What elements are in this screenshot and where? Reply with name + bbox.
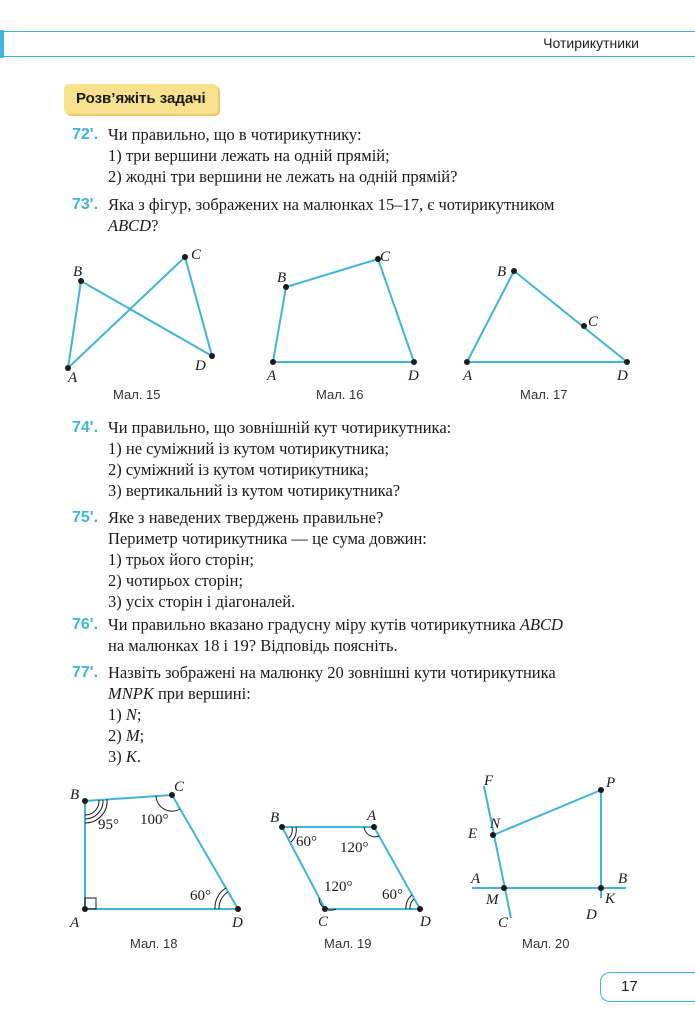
point-a xyxy=(270,359,276,365)
problem-text-line: Назвіть зображені на малюнку 20 зовнішні кути чотирикутника xyxy=(108,663,556,682)
point-b xyxy=(82,798,88,804)
problem-item: 1) N; xyxy=(108,705,142,724)
label-d: D xyxy=(195,358,206,374)
angle-d-value: 60° xyxy=(190,888,211,904)
figure-16 xyxy=(258,240,433,405)
point-a xyxy=(464,359,470,365)
label-a: A xyxy=(267,368,277,384)
label-n: N xyxy=(490,816,501,832)
label-a: A xyxy=(471,871,481,887)
label-f: F xyxy=(484,773,494,789)
label-p: P xyxy=(606,775,616,791)
problem-text-line: 2) суміжний із кутом чотирикутника; xyxy=(108,460,369,479)
point-c xyxy=(182,254,188,260)
figure-caption: Мал. 18 xyxy=(130,936,178,951)
label-d: D xyxy=(232,915,243,931)
label-b: B xyxy=(270,810,280,826)
point-d xyxy=(209,353,215,359)
label-b: B xyxy=(277,270,287,286)
problem-text-line: Чи правильно, що зовнішній кут чотирикутника: xyxy=(108,418,452,437)
label-c: C xyxy=(380,249,391,265)
problem-text-line: MNPK при вершині: xyxy=(108,684,251,703)
problem-item: 3) K. xyxy=(108,747,142,766)
label-a: A xyxy=(70,915,80,931)
label-m: M xyxy=(486,892,499,908)
angle-d-value: 60° xyxy=(382,887,403,903)
label-c: C xyxy=(174,779,185,795)
point-d xyxy=(417,906,423,912)
problem-text-line: 2) чотирьох сторін; xyxy=(108,571,244,590)
label-a: A xyxy=(463,368,473,384)
label-d: D xyxy=(586,907,597,923)
figure-19 xyxy=(260,800,450,960)
label-b: B xyxy=(73,264,83,280)
problem-number: 76'. xyxy=(72,616,99,633)
figure-caption: Мал. 17 xyxy=(520,387,568,402)
header-accent-mark xyxy=(0,30,4,58)
point-c xyxy=(581,323,587,329)
point-k xyxy=(598,885,604,891)
label-d: D xyxy=(420,914,431,930)
label-k: K xyxy=(605,891,616,907)
quad-name: ABCD xyxy=(519,615,563,634)
problem-number: 75'. xyxy=(72,509,99,526)
label-e: E xyxy=(468,826,478,842)
point-d xyxy=(235,906,241,912)
problem-text-line: 3) вертикальний із кутом чотирикутника? xyxy=(108,481,401,500)
label-d: D xyxy=(617,368,628,384)
label-b: B xyxy=(618,871,628,887)
header-bar xyxy=(0,31,695,57)
label-a: A xyxy=(367,808,377,824)
point-a xyxy=(82,906,88,912)
figure-caption: Мал. 20 xyxy=(522,936,570,951)
problem-number: 77'. xyxy=(72,664,99,681)
angle-b-value: 60° xyxy=(296,834,317,850)
angle-a-value: 120° xyxy=(340,840,369,856)
problem-text-line: на малюнках 18 і 19? Відповідь поясніть. xyxy=(108,636,398,655)
problem-text-line: Чи правильно, що в чотирикутнику: xyxy=(108,125,362,144)
point-a xyxy=(371,824,377,830)
label-c: C xyxy=(498,915,509,931)
problem-text-line: 1) трьох його сторін; xyxy=(108,550,254,569)
problem-text-line: 2) жодні три вершини не лежать на одній прямій? xyxy=(108,167,458,186)
problem-item: 2) M; xyxy=(108,726,145,745)
point-p xyxy=(598,787,604,793)
figure-15 xyxy=(55,240,225,405)
problem-text-line: 3) усіх сторін і діагоналей. xyxy=(108,592,296,611)
label-c: C xyxy=(191,247,202,263)
figure-caption: Мал. 16 xyxy=(316,387,364,402)
figure-caption: Мал. 15 xyxy=(113,387,161,402)
label-c: C xyxy=(318,914,329,930)
problem-text-line: Яке з наведених тверджень правильне? xyxy=(108,508,384,527)
label-c: C xyxy=(588,314,599,330)
label-a: A xyxy=(68,370,78,386)
chapter-title: Чотирикутники xyxy=(543,35,639,51)
angle-c-value: 120° xyxy=(324,879,353,895)
problem-number: 72'. xyxy=(72,126,99,143)
point-c xyxy=(322,906,328,912)
page-number: 17 xyxy=(621,978,638,995)
section-tag: Розв’яжіть задачі xyxy=(64,84,218,114)
quad-name: ABCD xyxy=(108,216,152,235)
problem-number: 74'. xyxy=(72,419,99,436)
point-b xyxy=(279,824,285,830)
figure-caption: Мал. 19 xyxy=(324,936,372,951)
label-b: B xyxy=(497,264,507,280)
point-n xyxy=(490,832,496,838)
label-d: D xyxy=(408,368,419,384)
problem-text-line: 1) три вершини лежать на одній прямій; xyxy=(108,146,390,165)
figure-20 xyxy=(460,770,640,960)
problem-text-line: Яка з фігур, зображених на малюнках 15–17, є чотирикутником xyxy=(108,195,555,214)
quad-name: MNPK xyxy=(108,684,154,703)
problem-text-line: 1) не суміжний із кутом чотирикутника; xyxy=(108,439,390,458)
problem-number: 73'. xyxy=(72,196,99,213)
point-d xyxy=(411,359,417,365)
angle-c-value: 100° xyxy=(140,812,169,828)
problem-text-line: Чи правильно вказано градусну міру кутів чотирикутника ABCD xyxy=(108,615,563,634)
point-b xyxy=(511,268,517,274)
point-m xyxy=(501,885,507,891)
label-b: B xyxy=(70,787,80,803)
figure-17 xyxy=(455,240,635,405)
point-d xyxy=(624,359,630,365)
problem-text-line: ABCD? xyxy=(108,216,159,235)
figure-18 xyxy=(60,770,270,960)
angle-b-value: 95° xyxy=(98,817,119,833)
page-number-box xyxy=(600,972,695,1002)
problem-text-line: Периметр чотирикутника — це сума довжин: xyxy=(108,529,427,548)
